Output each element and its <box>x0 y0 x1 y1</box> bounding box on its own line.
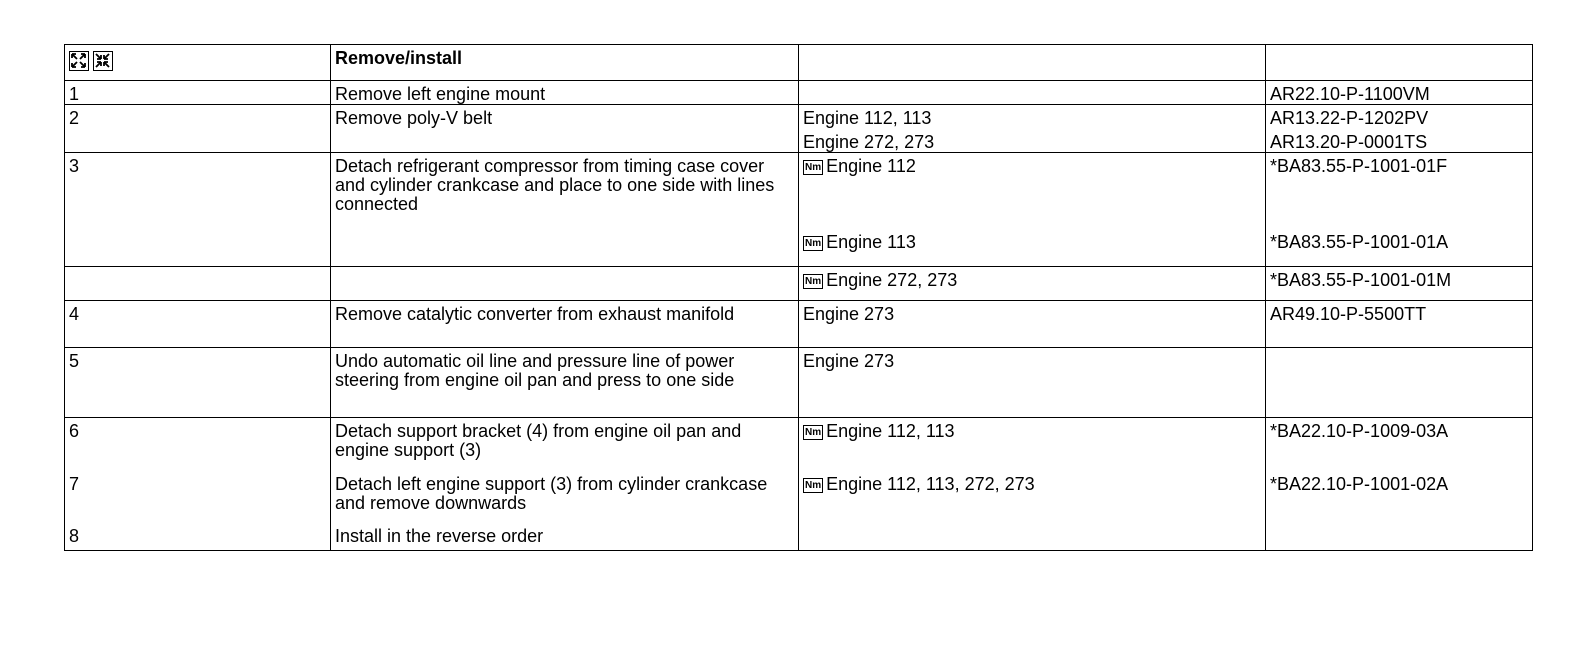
header-empty-cell <box>799 45 1266 81</box>
step-number: 2 <box>65 105 331 129</box>
table-row <box>65 527 1533 551</box>
header-title: Remove/install <box>331 45 799 81</box>
step-reference: AR22.10-P-1100VM <box>1266 81 1533 105</box>
table-row <box>65 267 1533 301</box>
step-reference <box>1266 348 1533 418</box>
engine-label: Engine 113 <box>826 232 916 252</box>
torque-icon[interactable]: Nm <box>805 276 822 287</box>
step-reference: *BA83.55-P-1001-01A <box>1266 233 1533 267</box>
step-action: Undo automatic oil line and pressure line of power steering from engine oil pan and press to one side <box>331 348 799 418</box>
torque-icon[interactable]: Nm <box>805 479 822 491</box>
engine-label: Engine 112 <box>826 156 916 176</box>
table-row <box>65 81 1533 105</box>
engine-label: Engine 272, 273 <box>826 270 958 290</box>
step-engine <box>799 233 1266 267</box>
header-empty-cell <box>1266 45 1533 81</box>
step-number <box>65 129 331 153</box>
step-action: Detach support bracket (4) from engine oil pan and engine support (3) <box>331 418 799 475</box>
step-reference: *BA83.55-P-1001-01M <box>1266 267 1533 301</box>
step-number <box>65 267 331 301</box>
step-action: Detach refrigerant compressor from timing case cover and cylinder crankcase and place to one side with lines connected <box>331 153 799 233</box>
step-engine <box>799 81 1266 105</box>
table-row <box>65 418 1533 475</box>
step-engine <box>799 267 1266 301</box>
procedure-table <box>64 44 1533 551</box>
table-header-row <box>65 45 1533 81</box>
step-number: 6 <box>65 418 331 475</box>
engine-label: Engine 112, 113, 272, 273 <box>826 474 1035 494</box>
step-engine <box>799 527 1266 551</box>
step-reference: *BA83.55-P-1001-01F <box>1266 153 1533 233</box>
step-reference: *BA22.10-P-1001-02A <box>1266 475 1533 527</box>
table-row <box>65 233 1533 267</box>
step-number: 5 <box>65 348 331 418</box>
step-reference: AR49.10-P-5500TT <box>1266 301 1533 348</box>
torque-icon[interactable]: Nm <box>805 162 822 173</box>
table-row <box>65 129 1533 153</box>
step-number: 3 <box>65 153 331 233</box>
step-number: 1 <box>65 81 331 105</box>
step-reference: AR13.20-P-0001TS <box>1266 129 1533 153</box>
collapse-icon[interactable] <box>93 51 113 71</box>
step-number <box>65 233 331 267</box>
step-engine: Engine 272, 273 <box>799 129 1266 153</box>
table-row <box>65 105 1533 129</box>
step-action: Remove poly-V belt <box>331 105 799 129</box>
step-action <box>331 233 799 267</box>
step-reference: AR13.22-P-1202PV <box>1266 105 1533 129</box>
step-action: Detach left engine support (3) from cylinder crankcase and remove downwards <box>331 475 799 527</box>
torque-icon[interactable]: Nm <box>805 427 822 438</box>
step-action <box>331 267 799 301</box>
step-engine <box>799 418 1266 475</box>
step-engine: Engine 273 <box>799 348 1266 418</box>
expand-icon[interactable] <box>69 51 89 71</box>
table-row <box>65 475 1533 527</box>
step-action: Remove left engine mount <box>331 81 799 105</box>
step-number: 7 <box>65 475 331 527</box>
step-engine: Engine 273 <box>799 301 1266 348</box>
table-row <box>65 301 1533 348</box>
step-action <box>331 129 799 153</box>
step-number: 8 <box>65 527 331 551</box>
step-engine <box>799 475 1266 527</box>
step-number: 4 <box>65 301 331 348</box>
step-engine: Engine 112, 113 <box>799 105 1266 129</box>
torque-icon[interactable]: Nm <box>805 237 822 249</box>
step-action: Remove catalytic converter from exhaust manifold <box>331 301 799 348</box>
step-reference <box>1266 527 1533 551</box>
table-row <box>65 153 1533 233</box>
step-reference: *BA22.10-P-1009-03A <box>1266 418 1533 475</box>
engine-label: Engine 112, 113 <box>826 421 955 441</box>
table-row <box>65 348 1533 418</box>
step-action: Install in the reverse order <box>331 527 799 551</box>
header-icon-cell <box>65 45 331 81</box>
step-engine <box>799 153 1266 233</box>
